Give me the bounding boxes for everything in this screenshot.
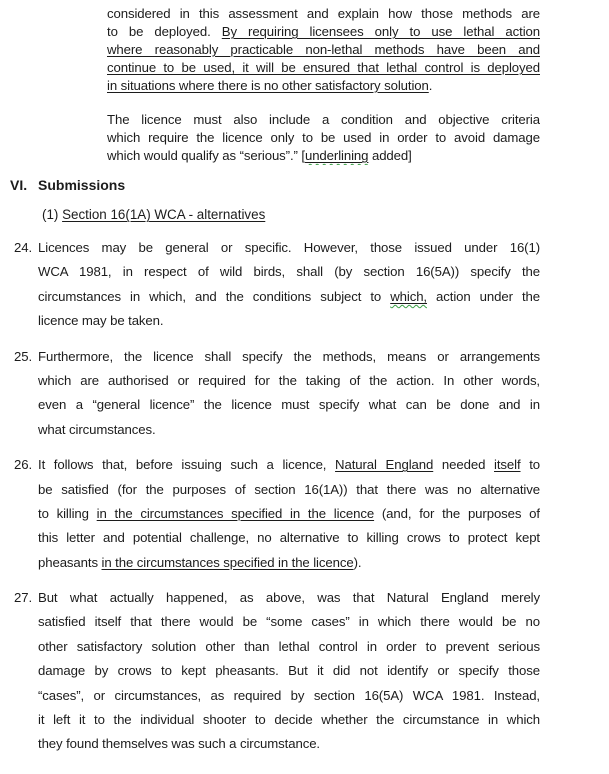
numbered-paragraph xyxy=(0,345,609,443)
text-line xyxy=(38,502,540,526)
text-segment: WCA 1981, in respect of wild birds, shall (by section 16(5A)) specify the xyxy=(38,264,540,280)
underlined-text-segment: in the circumstances specified in the licence xyxy=(96,505,375,521)
underlined-text-segment: Natural England xyxy=(335,457,434,473)
text-segment: which would qualify as “serious”.” [ xyxy=(107,148,305,163)
text-line xyxy=(38,684,540,708)
text-line xyxy=(38,551,540,575)
text-line xyxy=(38,478,540,502)
text-segment: satisfied itself that there would be “some cases” in which there would be no xyxy=(38,614,540,630)
quote-paragraph xyxy=(107,5,540,95)
subsection-prefix: (1) xyxy=(42,207,63,222)
quote-block xyxy=(107,5,540,165)
numbered-paragraph xyxy=(0,586,609,757)
text-segment: added] xyxy=(368,148,412,163)
quote-paragraph xyxy=(107,111,540,165)
text-segment: to xyxy=(520,457,540,473)
text-segment: what circumstances. xyxy=(38,421,156,437)
underlined-text-segment: in situations where there is no other satisfactory solution xyxy=(107,78,429,93)
text-line xyxy=(107,59,540,77)
text-segment: action under the xyxy=(427,288,540,304)
text-line xyxy=(38,586,540,610)
text-line xyxy=(107,129,540,147)
text-segment: which are authorised or required for the taking of the action. In other words, xyxy=(38,372,540,388)
text-segment: this letter and potential challenge, no alternative to killing crows to protect kept xyxy=(38,530,540,546)
text-line xyxy=(107,5,540,23)
text-segment: Furthermore, the licence shall specify the methods, means or arrangements xyxy=(38,348,540,364)
text-line xyxy=(107,147,540,165)
text-segment: other satisfactory solution other than lethal control in order to prevent serious xyxy=(38,638,540,654)
text-line xyxy=(107,111,540,129)
paragraph-number: 26. xyxy=(14,457,33,473)
text-segment: circumstances in which, and the conditions subject to xyxy=(38,288,391,304)
text-line xyxy=(38,260,540,284)
subsection-heading xyxy=(42,205,609,225)
text-segment: But what actually happened, as above, was that Natural England merely xyxy=(38,590,540,606)
text-segment: to killing xyxy=(38,505,97,521)
paragraph-number: 27. xyxy=(14,590,33,606)
text-line xyxy=(107,41,540,59)
text-line xyxy=(38,309,540,333)
text-segment: which require the licence only to be used in order to avoid damage xyxy=(107,130,540,145)
squiggle-flagged-text-segment: which, xyxy=(390,288,427,304)
text-segment: they found themselves was such a circumstance. xyxy=(38,736,320,752)
text-line xyxy=(38,453,540,477)
underlined-text-segment: continue to be used, it will be ensured that lethal control is deployed xyxy=(107,60,540,75)
text-segment: licence may be taken. xyxy=(38,313,164,329)
paragraph-body xyxy=(38,586,540,757)
text-segment: Licences may be general or specific. However, those issued under 16(1) xyxy=(38,240,540,255)
text-line xyxy=(38,659,540,683)
text-line xyxy=(38,236,540,260)
underlined-text-segment: in the circumstances specified in the licence xyxy=(101,554,354,570)
text-line xyxy=(38,369,540,393)
text-segment: It follows that, before issuing such a licence, xyxy=(38,457,336,473)
text-segment: considered in this assessment and explain how those methods are xyxy=(107,6,540,21)
text-line xyxy=(38,393,540,417)
text-line xyxy=(38,610,540,634)
text-segment: damage by crows to kept pheasants. But it did not identify or specify those xyxy=(38,663,540,679)
paragraph-body xyxy=(38,236,540,334)
text-segment: pheasants xyxy=(38,554,102,570)
section-number: VI. xyxy=(10,177,28,193)
subsection-title: Section 16(1A) WCA - alternatives xyxy=(62,207,266,222)
paragraph-body xyxy=(38,345,540,443)
text-segment: “cases”, or circumstances, as required by section 16(5A) WCA 1981. Instead, xyxy=(38,687,540,703)
section-title: Submissions xyxy=(38,177,126,193)
text-line xyxy=(38,708,540,732)
text-line xyxy=(38,526,540,550)
text-segment: it left it to the individual shooter to decide whether the circumstance in which xyxy=(38,712,540,728)
text-line xyxy=(38,418,540,442)
section-heading xyxy=(0,175,609,195)
paragraph-body xyxy=(38,453,540,575)
underlined-text-segment: where reasonably practicable non-lethal methods have been and xyxy=(107,42,540,57)
spellcheck-squiggle xyxy=(390,289,427,304)
text-line xyxy=(107,23,540,41)
text-segment: to be deployed. xyxy=(107,24,222,39)
paragraph-number: 24. xyxy=(14,240,33,255)
underlined-text-segment: By requiring licensees only to use lethal action xyxy=(221,24,540,39)
text-segment: needed xyxy=(433,457,494,473)
text-line xyxy=(38,285,540,309)
text-segment: ). xyxy=(353,554,362,570)
text-segment: be satisfied (for the purposes of section 16(1A)) that there was no alternative xyxy=(38,481,540,497)
paragraph-number: 25. xyxy=(14,348,33,364)
numbered-paragraph xyxy=(0,236,609,334)
squiggle-flagged-text-segment: underlining xyxy=(304,148,369,163)
text-segment: The licence must also include a condition and objective criteria xyxy=(107,112,540,127)
text-segment: . xyxy=(428,78,433,93)
spellcheck-squiggle xyxy=(305,148,368,163)
text-line xyxy=(107,77,540,95)
text-segment: (and, for the purposes of xyxy=(374,505,540,521)
numbered-paragraph xyxy=(0,453,609,575)
text-line xyxy=(38,635,540,659)
underlined-text-segment: itself xyxy=(494,457,521,473)
text-line xyxy=(38,732,540,756)
text-segment: even a “general licence” the licence must specify what can be done and in xyxy=(38,397,540,413)
text-line xyxy=(38,345,540,369)
